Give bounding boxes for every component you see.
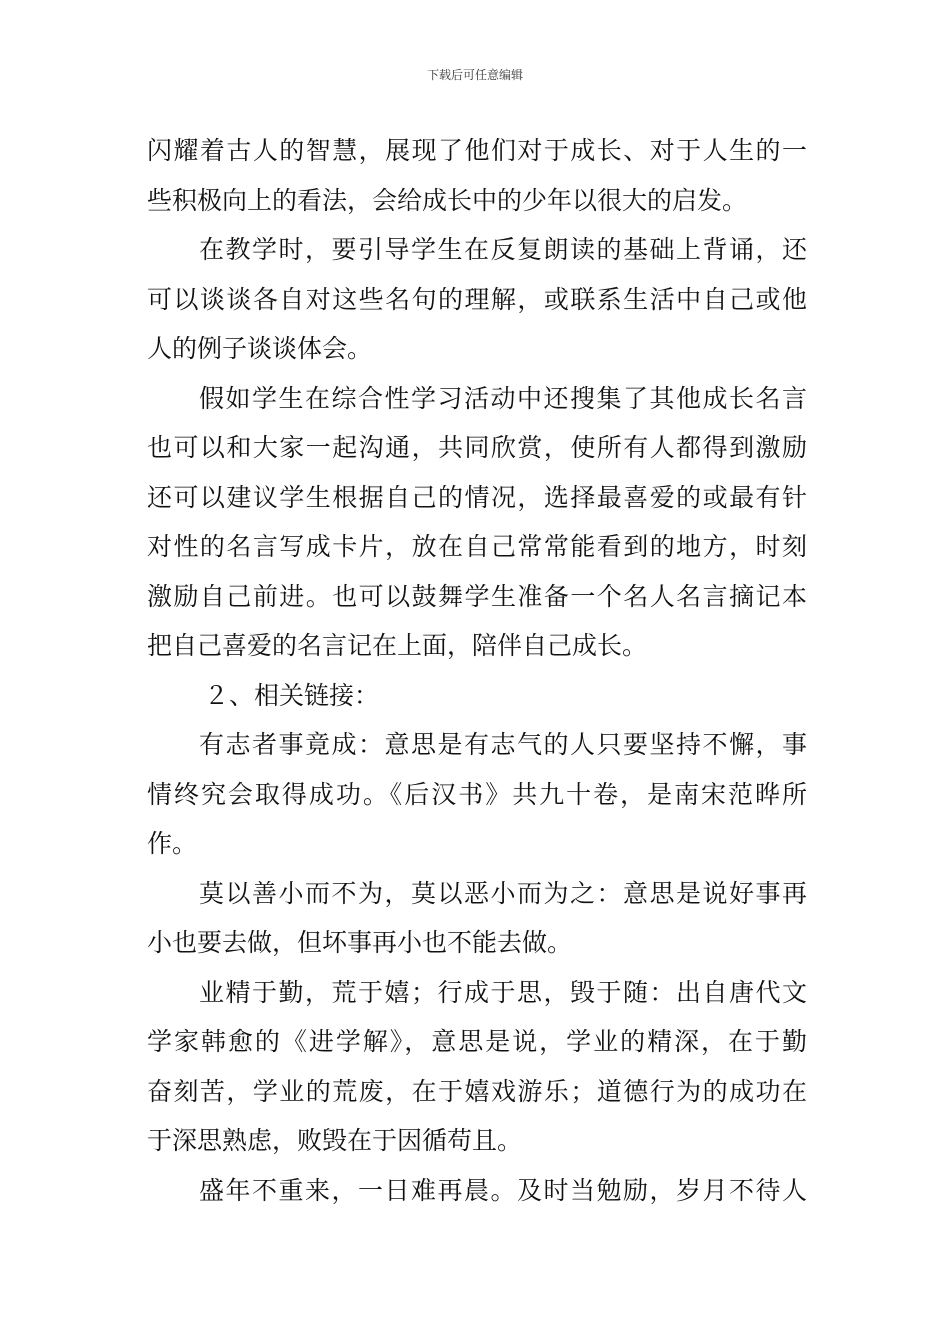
document-body [147,126,807,1215]
paragraph-first-line: 有志者事竟成：意思是有志气的人只要坚持不懈，事 [199,730,807,759]
text-line: 作。 [147,829,198,858]
page-header: 下载后可任意编辑 [426,68,523,82]
text-line: 学家韩愈的《进学解》，意思是说，学业的精深，在于勤 [147,1027,807,1056]
text-line: 小也要去做，但坏事再小也不能去做。 [147,928,573,957]
text-line: 些积极向上的看法，会给成长中的少年以很大的启发。 [147,185,748,215]
text-line: 激励自己前进。也可以鼓舞学生准备一个名人名言摘记本 [147,581,807,611]
text-line: 可以谈谈各自对这些名句的理解，或联系生活中自己或他 [147,284,807,314]
text-line: 把自己喜爱的名言记在上面，陪伴自己成长。 [147,631,648,660]
text-line: 对性的名言写成卡片，放在自己常常能看到的地方，时刻 [147,532,807,561]
text-line: 闪耀着古人的智慧，展现了他们对于成长、对于人生的一 [147,136,807,165]
paragraph-first-line: 盛年不重来，一日难再晨。及时当勉励，岁月不待人 [199,1175,807,1205]
text-line: 还可以建议学生根据自己的情况，选择最喜爱的或最有针 [147,482,807,512]
text-line: 也可以和大家一起沟通，共同欣赏，使所有人都得到激励 [147,433,807,462]
text-line: 于深思熟虑，败毁在于因循苟且。 [147,1126,523,1155]
paragraph-first-line: 在教学时，要引导学生在反复朗读的基础上背诵，还 [199,235,807,264]
paragraph-first-line: 业精于勤，荒于嬉；行成于思，毁于随：出自唐代文 [199,977,807,1007]
paragraph-first-line: 假如学生在综合性学习活动中还搜集了其他成长名言 [199,383,807,413]
text-line: 情终究会取得成功。《后汉书》共九十卷，是南宋范晔所 [147,779,807,809]
section-heading: ２、相关链接： [204,680,380,710]
paragraph-first-line: 莫以善小而不为，莫以恶小而为之：意思是说好事再 [199,878,807,908]
text-line: 人的例子谈谈体会。 [147,334,373,363]
text-line: 奋刻苦，学业的荒废，在于嬉戏游乐；道德行为的成功在 [147,1076,807,1106]
